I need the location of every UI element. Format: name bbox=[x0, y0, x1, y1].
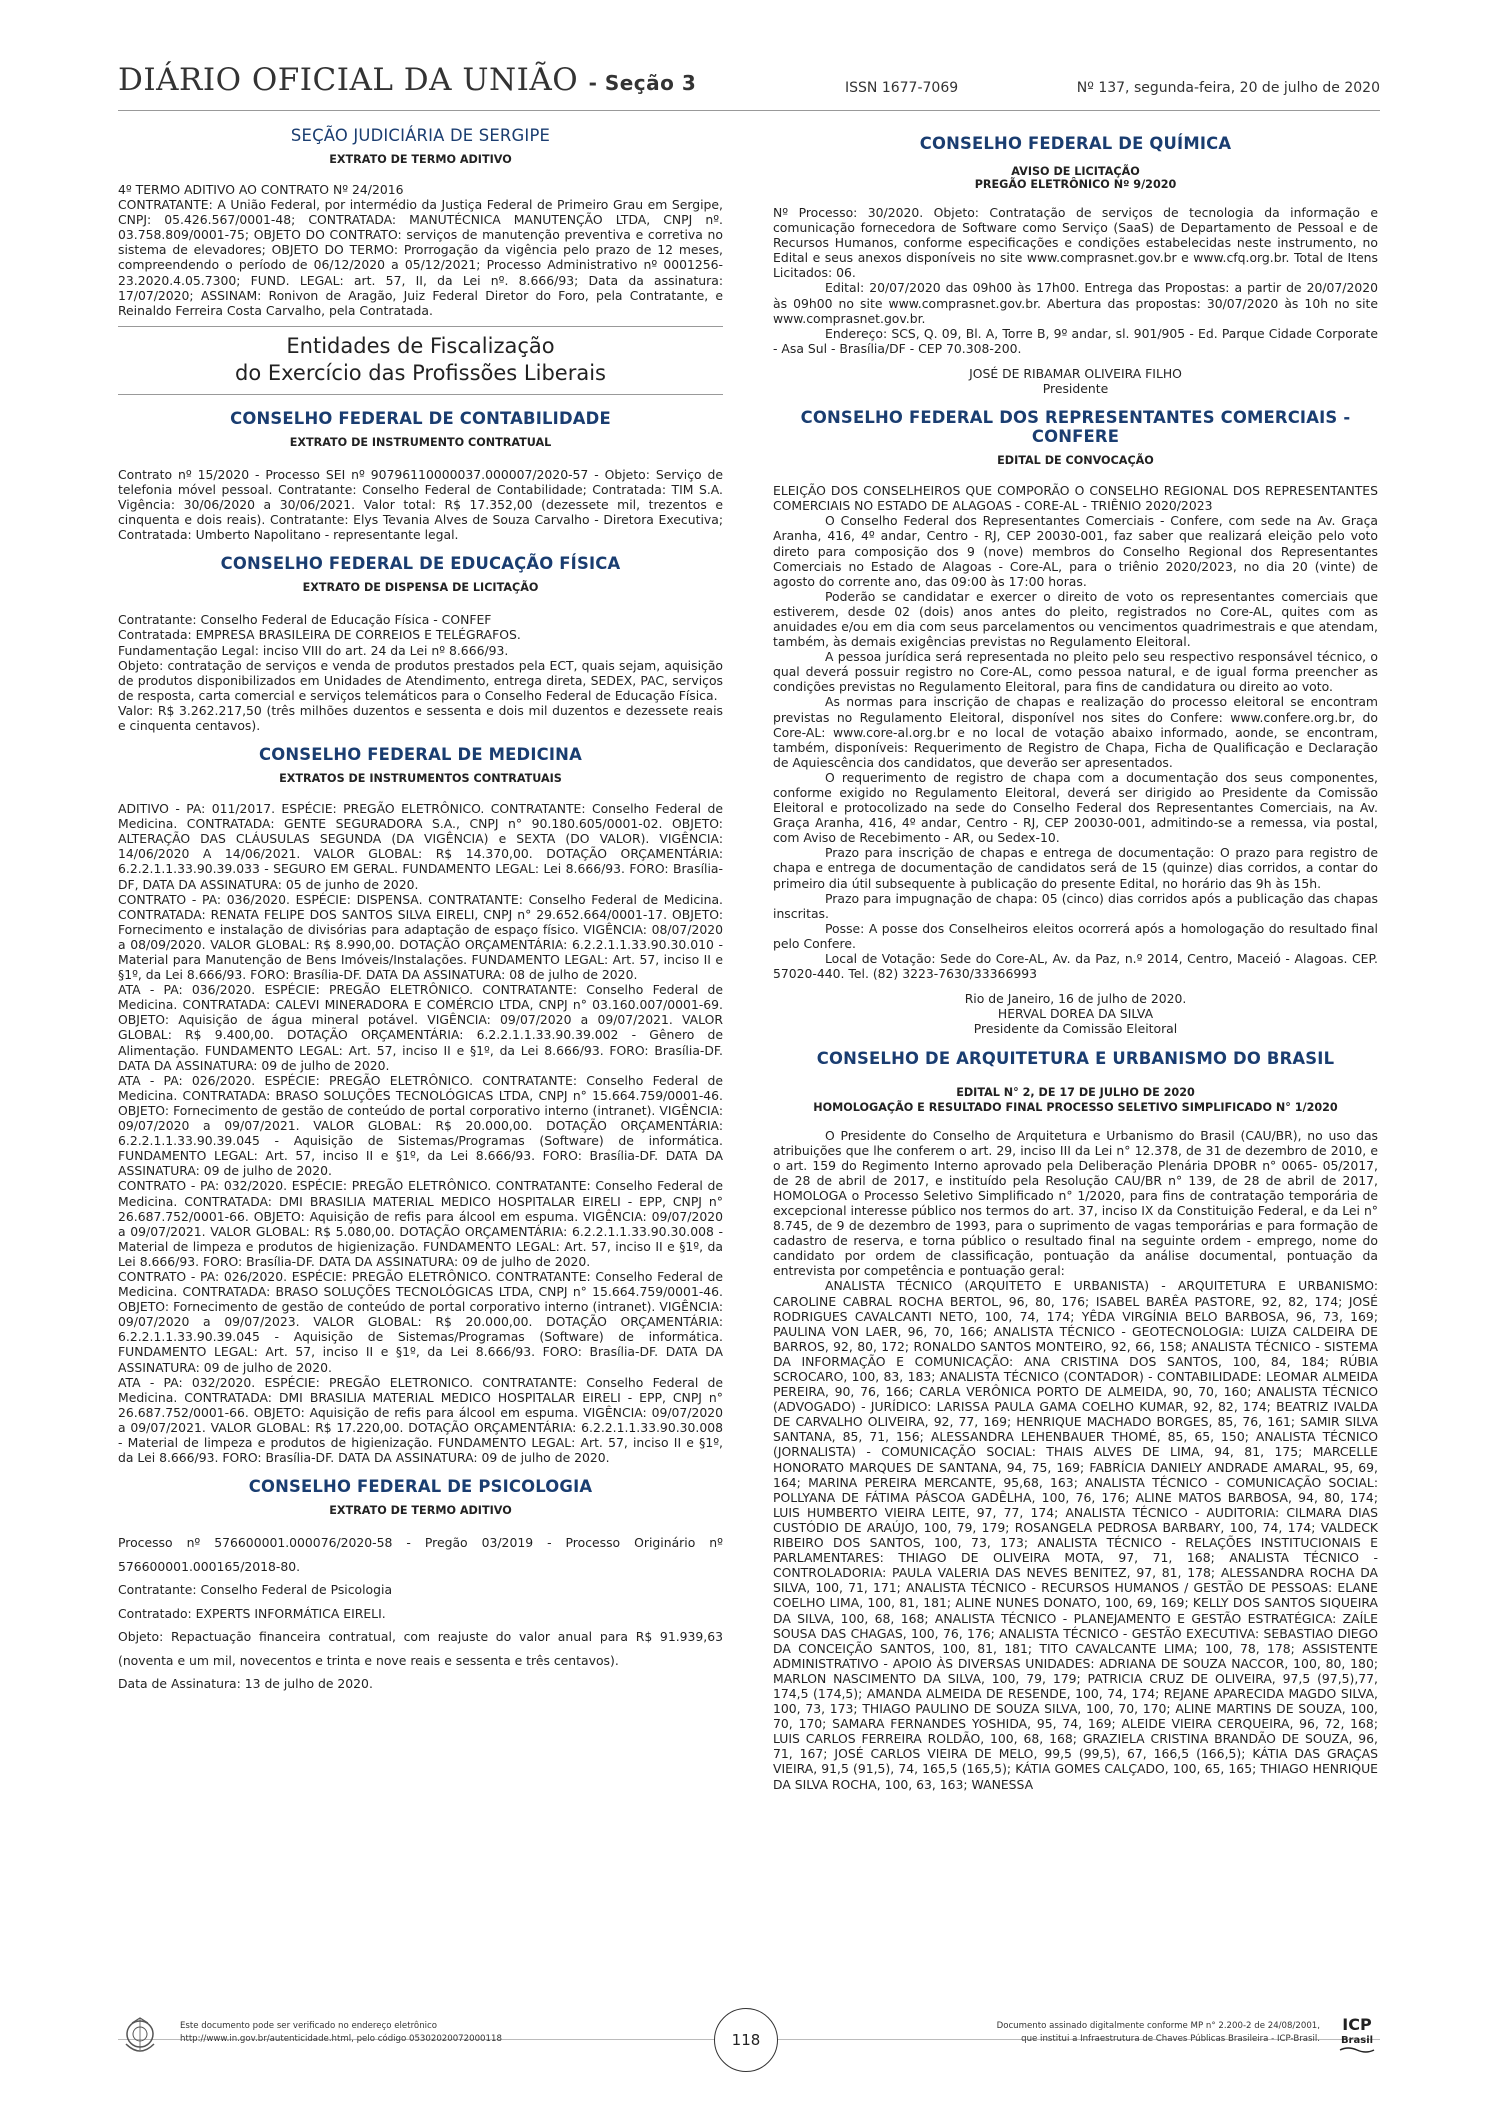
signature-line-2: que institui a Infraestrutura de Chaves Públicas Brasileira - ICP-Brasil. bbox=[1021, 2034, 1320, 2044]
quimica-p1: Nº Processo: 30/2020. Objeto: Contratação de serviços de tecnologia da informação e comunicação fornecedora de Software como Serviço (SaaS) de Departamento de Pessoal e de Recursos Humanos, conforme especificações e condições estabelecidas neste instrumento, no Edital e seus anexos disponíveis no site www.comprasnet.gov.br e www.cfq.org.br. Total de Itens Licitados: 06. bbox=[773, 205, 1378, 281]
psicologia-p5: Data de Assinatura: 13 de julho de 2020. bbox=[118, 1676, 373, 1692]
confere-p7: Prazo para inscrição de chapas e entrega de documentação: O prazo para registro de chapa e entrega de documentação de candidatos será de 15 (quinze) dias corridos, a contar do primeiro dia útil subsequente à publicação do presente Edital, no horário das 9h às 15h. bbox=[773, 845, 1378, 891]
page-footer bbox=[118, 2008, 1380, 2078]
confere-subtitle: EDITAL DE CONVOCAÇÃO bbox=[997, 454, 1154, 468]
newspaper-title bbox=[118, 62, 696, 98]
header-divider bbox=[118, 110, 1380, 111]
signature-line-1: Documento assinado digitalmente conforme MP n° 2.200-2 de 24/08/2001, bbox=[996, 2021, 1320, 2031]
confere-p9: Posse: A posse dos Conselheiros eleitos ocorrerá após a homologação do resultado final pelo Confere. bbox=[773, 920, 1378, 951]
confere-p10: Local de Votação: Sede do Core-AL, Av. da Paz, n.º 2014, Centro, Maceió - Alagoas. CEP. 57020-440. Tel. (82) 3223-7630/33366993 bbox=[773, 951, 1378, 982]
medicina-subtitle: EXTRATOS DE INSTRUMENTOS CONTRATUAIS bbox=[279, 772, 562, 786]
cau-p2: ANALISTA TÉCNICO (ARQUITETO E URBANISTA) - ARQUITETURA E URBANISMO: CAROLINE CABRAL ROCHA BERTOL, 96, 80, 176; ISABEL BARÊA PASTORE, 92, 82, 174; JOSÉ RODRIGUES CAVALCANTI NETO, 100, 74, 174; YÊDA VIRGÍNIA BELO BARBOSA, 96, 73, 169; PAULINA VON LAER, 96, 70, 166; ANALISTA TÉCNICO - GEOTECNOLOGIA: LUIZA CALDEIRA DE BARROS, 92, 80, 172; RONALDO SANTOS MONTEIRO, 92, 66, 158; ANALISTA TÉCNICO - SISTEMA DA INFORMAÇÃO E COMUNICAÇÃO: ANA CRISTINA DOS SANTOS, 100, 84, 184; RÚBIA SCROCARO, 100, 83, 183; ANALISTA TÉCNICO (CONTADOR) - CONTABILIDADE: LEOMAR ALMEIDA PEREIRA, 90, 76, 166; CARLA VERÔNICA PORTO DE ALMEIDA, 90, 70, 160; ANALISTA TÉCNICO (ADVOGADO) - JURÍDICO: LARISSA PAULA GAMA COELHO KUMAR, 92, 82, 174; BEATRIZ IVALDA DE CARVALHO OLIVEIRA, 92, 77, 169; HENRIQUE MACHADO BORGES, 85, 76, 161; SAMIR SILVA SANTANA, 85, 71, 156; ALESSANDRA LEHENBAUER THOMÉ, 85, 65, 150; ANALISTA TÉCNICO (JORNALISTA) - COMUNICAÇÃO SOCIAL: THAIS ALVES DE LIMA, 94, 81, 175; MARCELLE HONORATO MARQUES DE SANTANA, 94, 75, 169; FABRÍCIA DANIELY ANDRADE AMARAL, 95, 69, 164; MARINA PEREIRA MERCANTE, 95,68, 163; ANALISTA TÉCNICO - COMUNICAÇÃO SOCIAL: POLLYANA DE FÁTIMA PÁSCOA GADÊLHA, 100, 76, 176; ALINE MATOS BARBOSA, 94, 80, 174; LUIS HUMBERTO VIEIRA LEITE, 97, 77, 174; ANALISTA TÉCNICO - AUDITORIA: CILMARA DIAS CUSTÓDIO DE ARAÚJO, 100, 79, 179; ROSANGELA PEDROSA BARBARY, 100, 74, 174; VALDECK RIBEIRO DOS SANTOS, 100, 73, 173; ANALISTA TÉCNICO - RELAÇÕES INSTITUCIONAIS E PARLAMENTARES: THIAGO DE OLIVEIRA MOTA, 97, 71, 168; ANALISTA TÉCNICO - CONTROLADORIA: PAULA VALERIA DAS NEVES BENITEZ, 97, 81, 178; ALESSANDRA ROCHA DA SILVA, 100, 71, 171; ANALISTA TÉCNICO - RECURSOS HUMANOS / GESTÃO DE PESSOAS: ELANE COELHO LIMA, 100, 81, 181; ALINE NUNES DONATO, 100, 69, 169; KELLY DOS SANTOS SIQUEIRA DA SILVA, 100, 68, 168; ANALISTA TÉCNICO - PLANEJAMENTO E GESTÃO ESTRATÉGICA: ZAÍLE SOUSA DAS CHAGAS, 100, 76, 176; ANALISTA TÉCNICO - GESTÃO EXECUTIVA: SEBASTIAO DIEGO DA CONCEIÇÃO SANTOS, 100, 81, 181; TITO CAVALCANTE LIMA; 100, 78, 178; ASSISTENTE ADMINISTRATIVO - APOIO ÀS DIVERSAS UNIDADES: ADRIANA DE SOUZA NACCOR, 100, 80, 180; MARLON NASCIMENTO DA SILVA, 100, 79, 179; PATRICIA CRUZ DE OLIVEIRA, 97,5 (97,5),77, 174,5 (174,5); AMANDA ALMEIDA DE RESENDE, 100, 74, 174; REJANE APARECIDA MAGDO SILVA, 100, 73, 173; THIAGO PAULINO DE SOUZA SILVA, 100, 70, 170; ALINE MARTINS DE SOUZA, 100, 70, 170; SAMARA FERNANDES YOSHIDA, 95, 74, 169; ALEIDE VIEIRA CERQUEIRA, 96, 72, 168; LUIS CARLOS FERREIRA ROLDÃO, 100, 68, 168; GRAZIELA CRISTINA BRANDÃO DE SOUZA, 96, 71, 167; JOSÉ CARLOS VIEIRA DE MELO, 99,5 (99,5), 67, 166,5 (166,5); KÁTIA DAS GRAÇAS VIEIRA, 91,5 (91,5), 74, 165,5 (165,5); KÁTIA GOMES CALÇADO, 100, 65, 165; THIAGO HENRIQUE DA SILVA ROCHA, 100, 63, 163; WANESSA bbox=[773, 1278, 1378, 1792]
section-label: - Seção 3 bbox=[588, 71, 697, 95]
cau-title: CONSELHO DE ARQUITETURA E URBANISMO DO BRASIL bbox=[816, 1048, 1335, 1068]
confere-p2: O Conselho Federal dos Representantes Comerciais - Confere, com sede na Av. Graça Aranha, 416, 4º andar, Centro - RJ, CEP 20030-001, faz saber que realizará eleição pelo voto direto para composição dos 9 (nove) membros do Conselho Regional dos Representantes Comerciais no Estado de Alagoas - Core-AL, para o triênio 2020/2023, no dia 20 (vinte) de agosto do corrente ano, das 09:00 às 17:00 horas. bbox=[773, 513, 1378, 589]
cau-p1: O Presidente do Conselho de Arquitetura e Urbanismo do Brasil (CAU/BR), no uso das atribuições que lhe conferem o art. 29, inciso III da Lei n° 12.378, de 31 de dezembro de 2010, e o art. 159 do Regimento Interno aprovado pela Deliberação Plenária DPOBR n° 0065- 05/2017, de 28 de abril de 2017, e instituído pela Resolução CAU/BR n° 139, de 28 de abril de 2017, HOMOLOGA o Processo Seletivo Simplificado n° 1/2020, para fins de contratação temporária de excepcional interesse público nos termos do art. 37, inciso IX da Constituição Federal, e da Lei n° 8.745, de 9 de dezembro de 1993, para o suprimento de vagas temporárias e para formação de cadastro de reserva, e torna público o resultado final na seguinte ordem - emprego, nome do candidato por ordem de classificação, pontuação da análise documental, pontuação da entrevista por competência e pontuação geral: bbox=[773, 1127, 1378, 1279]
medicina-p4: ATA - PA: 026/2020. ESPÉCIE: PREGÃO ELETRÔNICO. CONTRATANTE: Conselho Federal de Medicina. CONTRATADA: BRASO SOLUÇÕES TECNOLÓGICAS LTDA, CNPJ n° 15.664.759/0001-46. OBJETO: Fornecimento de gestão de conteúdo de portal corporativo interno (intranet). VIGÊNCIA: 09/07/2020 a 09/07/2021. VALOR GLOBAL: R$ 20.000,00. DOTAÇÃO ORÇAMENTÁRIA: 6.2.2.1.1.33.90.39.045 - Aquisição de Sistemas/Programas (Software) de informática. FUNDAMENTO LEGAL: Art. 57, inciso II e §1º, da Lei 8.666/93. FORO: Brasília-DF. DATA DA ASSINATURA: 09 de julho de 2020. bbox=[118, 1072, 723, 1179]
psicologia-p2: Contratante: Conselho Federal de Psicologia bbox=[118, 1582, 393, 1598]
section-banner bbox=[118, 326, 723, 395]
confere-p4: A pessoa jurídica será representada no pleito pelo seu respectivo responsável técnico, o qual deverá possuir registro no Core-AL, como pessoa natural, e de igual forma preencher as condições previstas no Regulamento Eleitoral, para fins de candidatura ou direito ao voto. bbox=[773, 649, 1378, 695]
coat-of-arms-icon bbox=[118, 2014, 162, 2058]
sergipe-p2: CONTRATANTE: A União Federal, por intermédio da Justiça Federal de Primeiro Grau em Sergipe, CNPJ: 05.426.567/0001-48; CONTRATADA: MANUTÉCNICA MANUTENÇÃO LTDA, CNPJ nº. 03.758.809/0001-75; OBJETO DO CONTRATO: serviços de manutenção preventiva e corretiva no sistema de elevadores; OBJETO DO TERMO: Prorrogação da vigência pelo prazo de 12 meses, compreendendo o período de 06/12/2020 a 05/12/2021; Processo Administrativo nº 0001256-23.2020.4.05.7300; FUND. LEGAL: art. 57, II, da Lei nº. 8.666/93; Data da assinatura: 17/07/2020; ASSINAM: Ronivon de Aragão, Juiz Federal Diretor do Foro, pela Contratante, e Reinaldo Ferreira Costa Carvalho, pela Contratada. bbox=[118, 197, 723, 318]
psicologia-subtitle: EXTRATO DE TERMO ADITIVO bbox=[329, 1504, 512, 1518]
contabilidade-subtitle: EXTRATO DE INSTRUMENTO CONTRATUAL bbox=[289, 435, 552, 449]
quimica-subtitle-2: PREGÃO ELETRÔNICO Nº 9/2020 bbox=[974, 178, 1177, 191]
confere-title: CONSELHO FEDERAL DOS REPRESENTANTES COMERCIAIS - CONFERE bbox=[800, 408, 1351, 447]
confere-p3: Poderão se candidatar e exercer o direito de voto os representantes comerciais que estiverem, desde 02 (dois) anos antes do pleito, registrados no Core-AL, quites com as anuidades e/ou em dia com seus parcelamentos ou vencimentos quadrimestrais e que atendam, também, às demais exigências previstas no Regulamento Eleitoral. bbox=[773, 588, 1378, 650]
educacao-p2: Contratada: EMPRESA BRASILEIRA DE CORREIOS E TELÉGRAFOS. bbox=[118, 627, 521, 643]
contabilidade-title: CONSELHO FEDERAL DE CONTABILIDADE bbox=[230, 408, 611, 428]
medicina-p1: ADITIVO - PA: 011/2017. ESPÉCIE: PREGÃO ELETRÔNICO. CONTRATANTE: Conselho Federal de Medicina. CONTRATADA: GENTE SEGURADORA S.A., CNPJ n° 90.180.605/0001-02. OBJETO: ALTERAÇÃO DAS CLÁUSULAS SEGUNDA (DA VIGÊNCIA) e SEXTA (DO VALOR). VIGÊNCIA: 14/06/2020 A 14/06/2021. VALOR GLOBAL: R$ 14.370,00. DOTAÇÃO ORÇAMENTÁRIA: 6.2.2.1.1.33.90.39.033 - SEGURO EM GERAL. FUNDAMENTO LEGAL: Lei 8.666/93. FORO: Brasília-DF, DATA DA ASSINATURA: 05 de junho de 2020. bbox=[118, 801, 723, 892]
sergipe-subtitle: EXTRATO DE TERMO ADITIVO bbox=[329, 153, 512, 166]
verification-note bbox=[180, 2020, 502, 2046]
banner-line-2: do Exercício das Profissões Liberais bbox=[235, 360, 606, 385]
edition-date: Nº 137, segunda-feira, 20 de julho de 2020 bbox=[1076, 80, 1380, 96]
educacao-p5: Valor: R$ 3.262.217,50 (três milhões duzentos e sessenta e dois mil duzentos e dezessete reais e cinquenta centavos). bbox=[118, 702, 723, 733]
medicina-p6: CONTRATO - PA: 026/2020. ESPÉCIE: PREGÃO ELETRÔNICO. CONTRATANTE: Conselho Federal de Medicina. CONTRATADA: BRASO SOLUÇÕES TECNOLÓGICAS LTDA, CNPJ n° 15.664.759/0001-46. OBJETO: Fornecimento de gestão de conteúdo de portal corporativo interno (intranet). VIGÊNCIA: 09/07/2020 a 09/07/2023. VALOR GLOBAL: R$ 20.000,00. DOTAÇÃO ORÇAMENTÁRIA: 6.2.2.1.1.33.90.39.045 - Aquisição de Sistemas/Programas (Software) de informática. FUNDAMENTO LEGAL: Art. 57, inciso II e §1º, da Lei 8.666/93. FORO: Brasília-DF. DATA DA ASSINATURA: 09 de julho de 2020. bbox=[118, 1268, 723, 1375]
confere-p8: Prazo para impugnação de chapa: 05 (cinco) dias corridos após a publicação das chapas inscritas. bbox=[773, 890, 1378, 921]
icp-logo-subtext: Brasil bbox=[1340, 2035, 1374, 2046]
issn: ISSN 1677-7069 bbox=[845, 80, 959, 96]
educacao-title: CONSELHO FEDERAL DE EDUCAÇÃO FÍSICA bbox=[220, 554, 621, 574]
confere-sign-role: Presidente da Comissão Eleitoral bbox=[973, 1021, 1178, 1037]
educacao-p1: Contratante: Conselho Federal de Educação Física - CONFEF bbox=[118, 612, 492, 628]
confere-sign-place: Rio de Janeiro, 16 de julho de 2020. bbox=[964, 991, 1187, 1007]
quimica-title: CONSELHO FEDERAL DE QUÍMICA bbox=[919, 134, 1232, 153]
verification-line-2: http://www.in.gov.br/autenticidade.html, pelo código 05302020072000118 bbox=[180, 2034, 502, 2044]
medicina-title: CONSELHO FEDERAL DE MEDICINA bbox=[259, 745, 582, 765]
cau-subtitle-2: HOMOLOGAÇÃO E RESULTADO FINAL PROCESSO SELETIVO SIMPLIFICADO N° 1/2020 bbox=[813, 1100, 1338, 1114]
banner-line-1: Entidades de Fiscalização bbox=[286, 333, 555, 358]
left-column bbox=[118, 120, 723, 1696]
confere-p5: As normas para inscrição de chapas e realização do processo eleitoral se encontram previstas no Regulamento Eleitoral, disponível nos sites do Confere: www.confere.org.br, do Core-AL: www.core-al.org.br e no local de votação abaixo informado, aonde, se encontram, também, disponíveis: Requerimento de Registro de Chapa, Ficha de Qualificação e Declaração de Aquiescência dos candidatos, que deverão ser apresentados. bbox=[773, 694, 1378, 770]
psicologia-p1: Processo nº 576600001.000076/2020-58 - Pregão 03/2019 - Processo Originário nº 576600001.000165/2018-80. bbox=[118, 1535, 723, 1574]
quimica-subtitle-1: AVISO DE LICITAÇÃO bbox=[1011, 165, 1140, 178]
medicina-p3: ATA - PA: 036/2020. ESPÉCIE: PREGÃO ELETRÔNICO. CONTRATANTE: Conselho Federal de Medicina. CONTRATADA: CALEVI MINERADORA E COMÉRCIO LTDA, CNPJ n° 03.160.007/0001-69. OBJETO: Aquisição de água mineral potável. VIGÊNCIA: 09/07/2020 a 09/07/2021. VALOR GLOBAL: R$ 9.400,00. DOTAÇÃO ORÇAMENTÁRIA: 6.2.2.1.1.33.90.39.002 - Gênero de Alimentação. FUNDAMENTO LEGAL: Art. 57, inciso II e §1º, da Lei 8.666/93. FORO: Brasília-DF. DATA DA ASSINATURA: 09 de julho de 2020. bbox=[118, 982, 723, 1073]
right-column bbox=[773, 120, 1378, 1792]
quimica-sign-role: Presidente bbox=[1042, 381, 1109, 397]
quimica-p2: Edital: 20/07/2020 das 09h00 às 17h00. Entrega das Propostas: a partir de 20/07/2020 às 09h00 no site www.comprasnet.gov.br. Abertura das propostas: 30/07/2020 às 10h no site www.comprasnet.gov.br. bbox=[773, 280, 1378, 326]
psicologia-p4: Objeto: Repactuação financeira contratual, com reajuste do valor anual para R$ 91.939,63 (noventa e um mil, novecentos e trinta e nove reais e sessenta e três centavos). bbox=[118, 1629, 723, 1668]
icp-logo-text: ICP bbox=[1342, 2015, 1372, 2034]
medicina-p7: ATA - PA: 032/2020. ESPÉCIE: PREGÃO ELETRONICO. CONTRATANTE: Conselho Federal de Medicina. CONTRATADA: DMI BRASILIA MATERIAL MEDICO HOSPITALAR EIRELI - EPP, CNPJ n° 26.687.752/0001-66. OBJETO: Aquisição de refis para álcool em espuma. VIGÊNCIA: 09/07/2020 a 09/07/2021. VALOR GLOBAL: R$ 17.220,00. DOTAÇÃO ORÇAMENTÁRIA: 6.2.2.1.1.33.90.30.008 - Material de limpeza e produtos de higienização. FUNDAMENTO LEGAL: Art. 57, inciso II e §1º, da Lei 8.666/93. FORO: Brasília-DF. DATA DA ASSINATURA: 09 de julho de 2020. bbox=[118, 1374, 723, 1466]
signature-note bbox=[997, 2020, 1320, 2046]
confere-sign-name: HERVAL DOREA DA SILVA bbox=[997, 1006, 1154, 1022]
confere-p6: O requerimento de registro de chapa com a documentação dos seus componentes, conforme exigido no Regulamento Eleitoral, deverá ser dirigido ao Presidente da Comissão Eleitoral e protocolizado na sede do Conselho Federal dos Representantes Comerciais, na Av. Graça Aranha, 416, 4º andar, Centro - RJ, CEP 20030-001, admitindo-se a remessa, via postal, com Aviso de Recebimento - AR, ou Sedex-10. bbox=[773, 769, 1378, 846]
masthead bbox=[118, 62, 1380, 106]
medicina-p2: CONTRATO - PA: 036/2020. ESPÉCIE: DISPENSA. CONTRATANTE: Conselho Federal de Medicina. CONTRATADA: RENATA FELIPE DOS SANTOS SILVA EIRELI, CNPJ n° 29.652.664/0001-17. OBJETO: Fornecimento e instalação de divisórias para adaptação de espaço físico. VIGÊNCIA: 08/07/2020 a 08/09/2020. VALOR GLOBAL: R$ 8.990,00. DOTAÇÃO ORÇAMENTÁRIA: 6.2.2.1.1.33.90.30.010 - Material para Manutenção de Bens Imóveis/Instalações. FUNDAMENTO LEGAL: Art. 57, inciso II e §1º, da Lei 8.666/93. FORO: Brasília-DF. DATA DA ASSINATURA: 08 de julho de 2020. bbox=[118, 891, 723, 983]
sergipe-p1: 4º TERMO ADITIVO AO CONTRATO Nº 24/2016 bbox=[118, 182, 404, 197]
sergipe-title: SEÇÃO JUDICIÁRIA DE SERGIPE bbox=[290, 126, 551, 145]
medicina-p5: CONTRATO - PA: 032/2020. ESPÉCIE: PREGÃO ELETRÔNICO. CONTRATANTE: Conselho Federal de Medicina. CONTRATADA: DMI BRASILIA MATERIAL MEDICO HOSPITALAR EIRELI - EPP, CNPJ n° 26.687.752/0001-66. OBJETO: Aquisição de refis para álcool em espuma. VIGÊNCIA: 09/07/2020 a 09/07/2021. VALOR GLOBAL: R$ 5.080,00. DOTAÇÃO ORÇAMENTÁRIA: 6.2.2.1.1.33.90.30.008 - Material de limpeza e produtos de higienização. FUNDAMENTO LEGAL: Art. 57, inciso II e §1º, da Lei 8.666/93. FORO: Brasília-DF. DATA DA ASSINATURA: 09 de julho de 2020. bbox=[118, 1178, 723, 1269]
icp-brasil-logo-icon bbox=[1334, 2012, 1380, 2058]
confere-p1: ELEIÇÃO DOS CONSELHEIROS QUE COMPORÃO O CONSELHO REGIONAL DOS REPRESENTANTES COMERCIAIS NO ESTADO DE ALAGOAS - CORE-AL - TRIÊNIO 2020/2023 bbox=[773, 483, 1378, 514]
educacao-p4: Objeto: contratação de serviços e venda de produtos prestados pela ECT, quais sejam, aquisição de produtos disponibilizados em Unidades de Atendimento, entrega direta, SEDEX, PAC, serviços de resposta, carta comercial e serviços telemáticos para o Conselho Federal de Educação Física. bbox=[118, 657, 723, 703]
psicologia-p3: Contratado: EXPERTS INFORMÁTICA EIRELI. bbox=[118, 1605, 386, 1621]
contabilidade-p1: Contrato nº 15/2020 - Processo SEI nº 90796110000037.000007/2020-57 - Objeto: Serviço de telefonia móvel pessoal. Contratante: Conselho Federal de Contabilidade; Contratada: TIM S.A. Vigência: 30/06/2020 a 30/06/2021. Valor total: R$ 17.352,00 (dezessete mil, trezentos e cinquenta e dois reais). Contratante: Elys Tevania Alves de Souza Carvalho - Diretora Executiva; Contratada: Umberto Napolitano - representante legal. bbox=[118, 466, 723, 543]
educacao-subtitle: EXTRATO DE DISPENSA DE LICITAÇÃO bbox=[302, 581, 539, 595]
quimica-p3: Endereço: SCS, Q. 09, Bl. A, Torre B, 9º andar, sl. 901/905 - Ed. Parque Cidade Corporate - Asa Sul - Brasília/DF - CEP 70.308-200. bbox=[773, 325, 1378, 356]
educacao-p3: Fundamentação Legal: inciso VIII do art. 24 da Lei nº 8.666/93. bbox=[118, 642, 509, 658]
verification-line-1: Este documento pode ser verificado no endereço eletrônico bbox=[180, 2021, 438, 2031]
page-number: 118 bbox=[714, 2008, 778, 2072]
psicologia-title: CONSELHO FEDERAL DE PSICOLOGIA bbox=[248, 1477, 593, 1497]
quimica-sign-name: JOSÉ DE RIBAMAR OLIVEIRA FILHO bbox=[969, 365, 1182, 381]
title-text: DIÁRIO OFICIAL DA UNIÃO bbox=[118, 62, 579, 98]
cau-subtitle-1: EDITAL N° 2, DE 17 DE JULHO DE 2020 bbox=[956, 1085, 1195, 1099]
psicologia-body bbox=[118, 1531, 723, 1696]
